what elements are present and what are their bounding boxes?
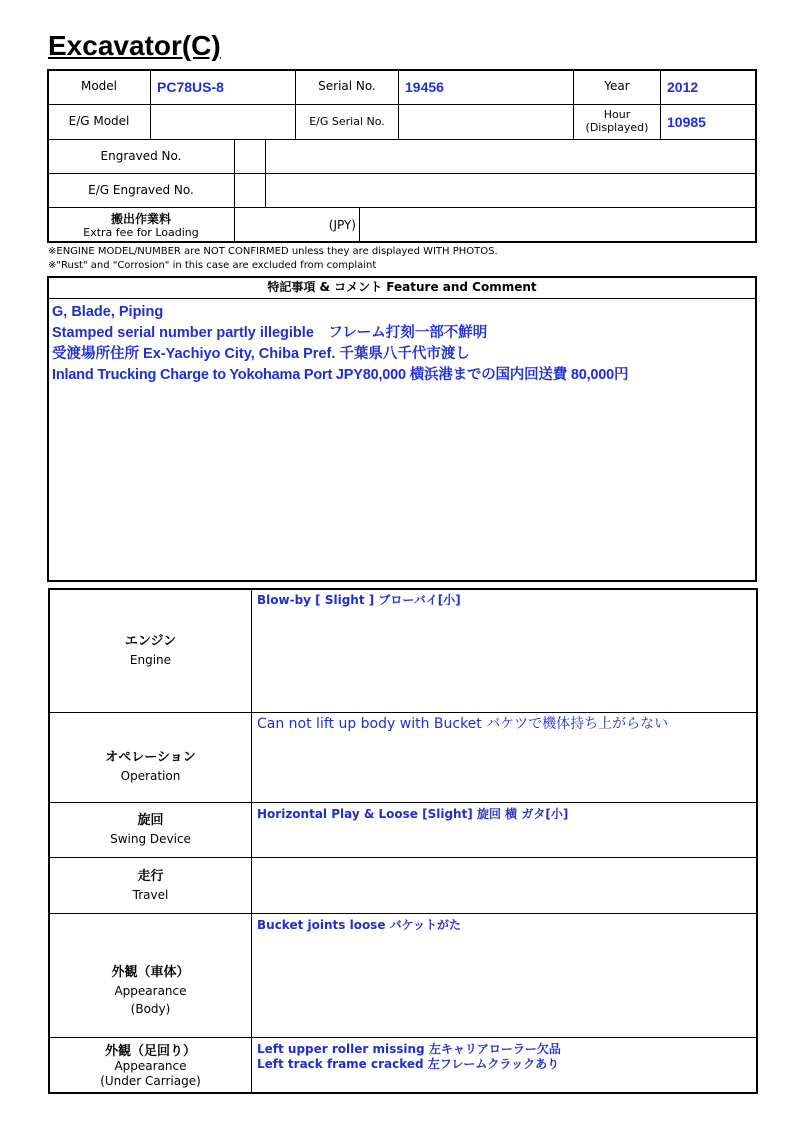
undercarriage-line: Left track frame cracked 左フレームクラックあり [257,1057,560,1071]
currency-label: (JPY) [328,217,356,232]
engine-label-en: Engine [129,653,172,667]
comment-body [52,302,752,386]
engine-label-jp: エンジン [124,634,177,649]
swing-label [50,803,251,857]
appearance-undercarriage-label-jp: 外観（足回り） [104,1043,196,1059]
appearance-body-value: Bucket joints loose バケットがた [257,918,462,932]
comment-line: 受渡場所住所 Ex-Yachiyo City, Chiba Pref. 千葉県八千代市渡し [52,346,470,362]
appearance-body-label [50,914,251,1037]
appearance-body-label-jp: 外観（車体） [111,964,190,980]
eg-engraved-label: E/G Engraved No. [88,182,194,197]
swing-label-en: Swing Device [110,832,191,846]
swing-value: Horizontal Play & Loose [Slight] 旋回 横 ガタ[小] [257,807,569,821]
eg-serial-value [399,105,573,139]
extra-fee-label-jp: 搬出作業料 [110,211,171,226]
appearance-undercarriage-label-en2: (Under Carriage) [100,1073,201,1088]
appearance-body-label-en: Appearance [114,983,187,998]
hour-label-line2: (Displayed) [585,121,649,134]
comment-line: Inland Trucking Charge to Yokohama Port JPY80,000 横浜港までの国内回送費 80,000円 [52,367,629,383]
appearance-undercarriage-value [252,1038,756,1076]
engine-value: Blow-by [ Slight ] ブローバイ[小] [257,593,461,607]
engraved-label: Engraved No. [100,148,182,163]
operation-label-jp: オペレーション [105,749,196,765]
travel-label-en: Travel [132,887,169,902]
eg-model-label: E/G Model [68,114,130,129]
operation-label [50,713,251,802]
model-value: PC78US-8 [157,79,224,95]
extra-fee-label-en: Extra fee for Loading [83,225,199,239]
hour-label-line1: Hour [603,108,631,122]
eg-model-value [151,105,295,139]
page-title: Excavator(C) [48,30,221,61]
travel-label [50,858,251,913]
travel-label-jp: 走行 [137,868,164,884]
model-label: Model [80,79,118,94]
undercarriage-line: Left upper roller missing 左キャリアローラー欠品 [257,1042,561,1056]
operation-label-en: Operation [120,768,181,783]
comment-header: 特記事項 & コメント Feature and Comment [267,280,537,295]
comment-line: Stamped serial number partly illegible フレーム打刻一部不鮮明 [52,325,488,341]
note-engine: ※ENGINE MODEL/NUMBER are NOT CONFIRMED unless they are displayed WITH PHOTOS. [48,246,498,257]
year-value: 2012 [667,79,699,95]
year-label: Year [604,79,630,94]
comment-line: G, Blade, Piping [52,304,164,320]
appearance-undercarriage-label [50,1038,251,1094]
hour-label [574,105,660,139]
hour-value: 10985 [667,114,706,130]
operation-value: Can not lift up body with Bucket バケツで機体持ち上がらない [257,716,669,732]
appearance-undercarriage-label-en: Appearance [114,1058,187,1073]
serial-value: 19456 [405,79,444,95]
note-rust: ※"Rust" and "Corrosion" in this case are excluded from complaint [48,260,377,271]
swing-label-jp: 旋回 [137,813,164,828]
eg-serial-label: E/G Serial No. [309,114,385,128]
travel-value [252,858,756,866]
extra-fee-label [48,208,234,243]
engine-label [50,590,251,712]
appearance-body-label-en2: (Body) [130,1001,171,1016]
serial-label: Serial No. [318,79,376,94]
